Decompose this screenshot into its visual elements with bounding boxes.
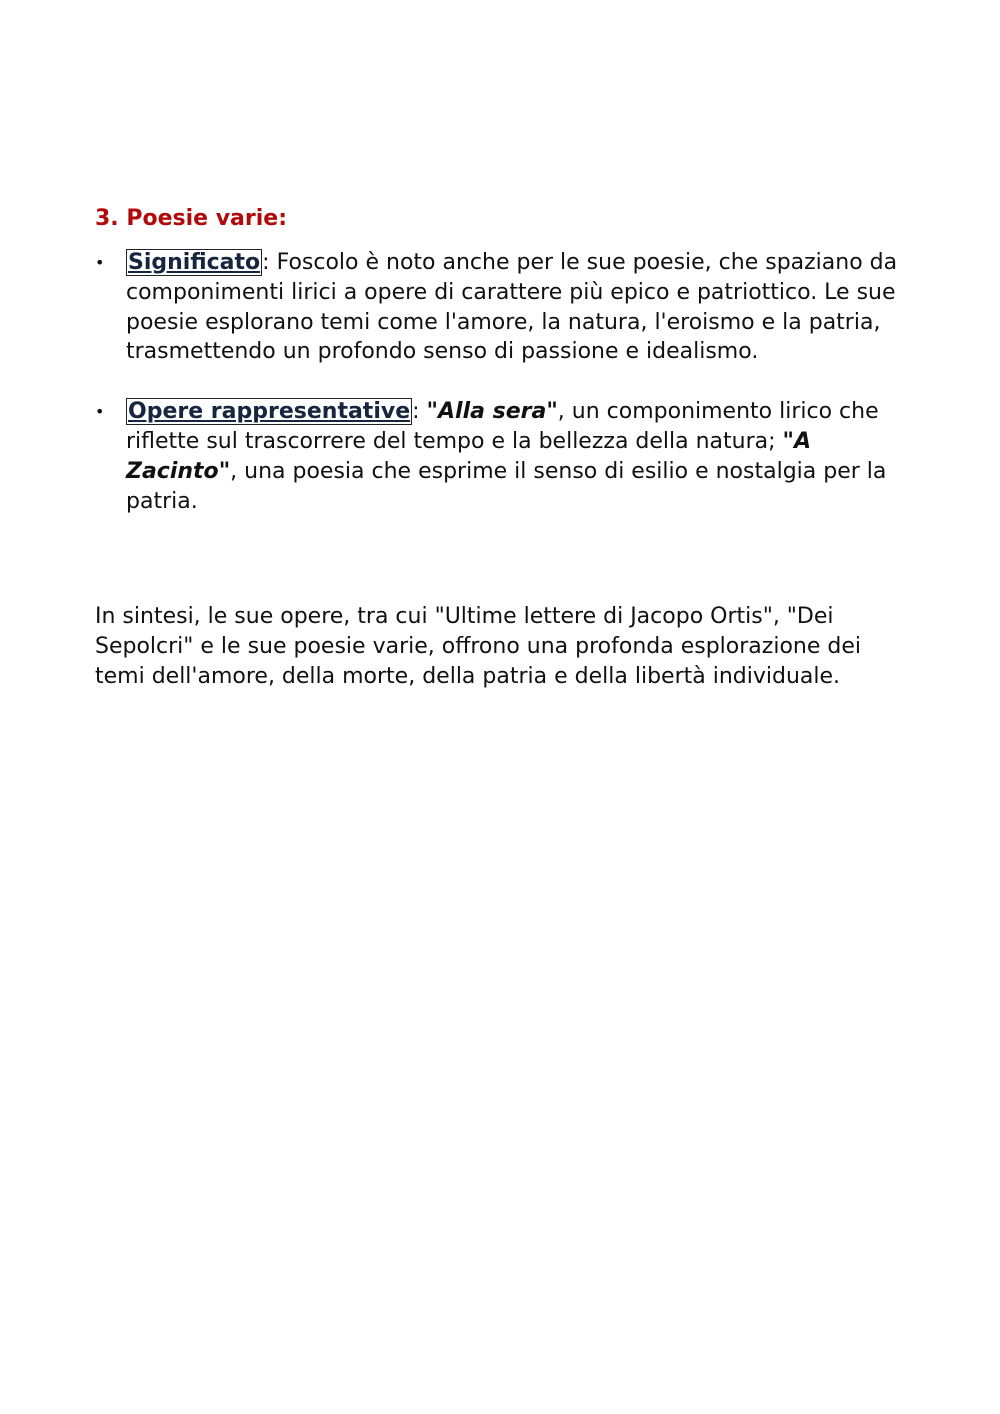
work-description: , un componimento lirico che riflette sul trascorrere del tempo e la bellezza della natura; (126, 399, 879, 454)
list-item (95, 248, 910, 367)
term-link-opere-rappresentative[interactable]: Opere rappresentative (128, 399, 411, 425)
work-description: , una poesia che esprime il senso di esilio e nostalgia per la patria. (126, 458, 887, 514)
document-page (95, 0, 910, 1414)
bullet-list (95, 248, 910, 516)
work-title-a-zacinto: "A Zacinto" (126, 428, 812, 484)
item-separator: : (412, 399, 427, 425)
bullet-icon: • (95, 253, 105, 272)
section-heading: 3. Poesie varie: (95, 206, 287, 231)
summary-paragraph: In sintesi, le sue opere, tra cui "Ultime lettere di Jacopo Ortis", "Dei Sepolcri" e le sue poesie varie, offrono una profonda esplorazione dei temi dell'amore, della morte, della patria e della libertà individuale. (95, 604, 861, 689)
work-title-alla-sera: "Alla sera" (426, 399, 558, 425)
item-text: : Foscolo è noto anche per le sue poesie, che spaziano da componimenti lirici a opere di carattere più epico e patriottico. Le sue poesie esplorano temi come l'amore, la natura, l'eroismo e la patria, trasmettendo un profondo senso di passione e idealismo. (126, 250, 898, 365)
list-item (95, 397, 910, 516)
term-link-significato[interactable]: Significato (128, 250, 261, 275)
bullet-icon: • (95, 402, 105, 422)
